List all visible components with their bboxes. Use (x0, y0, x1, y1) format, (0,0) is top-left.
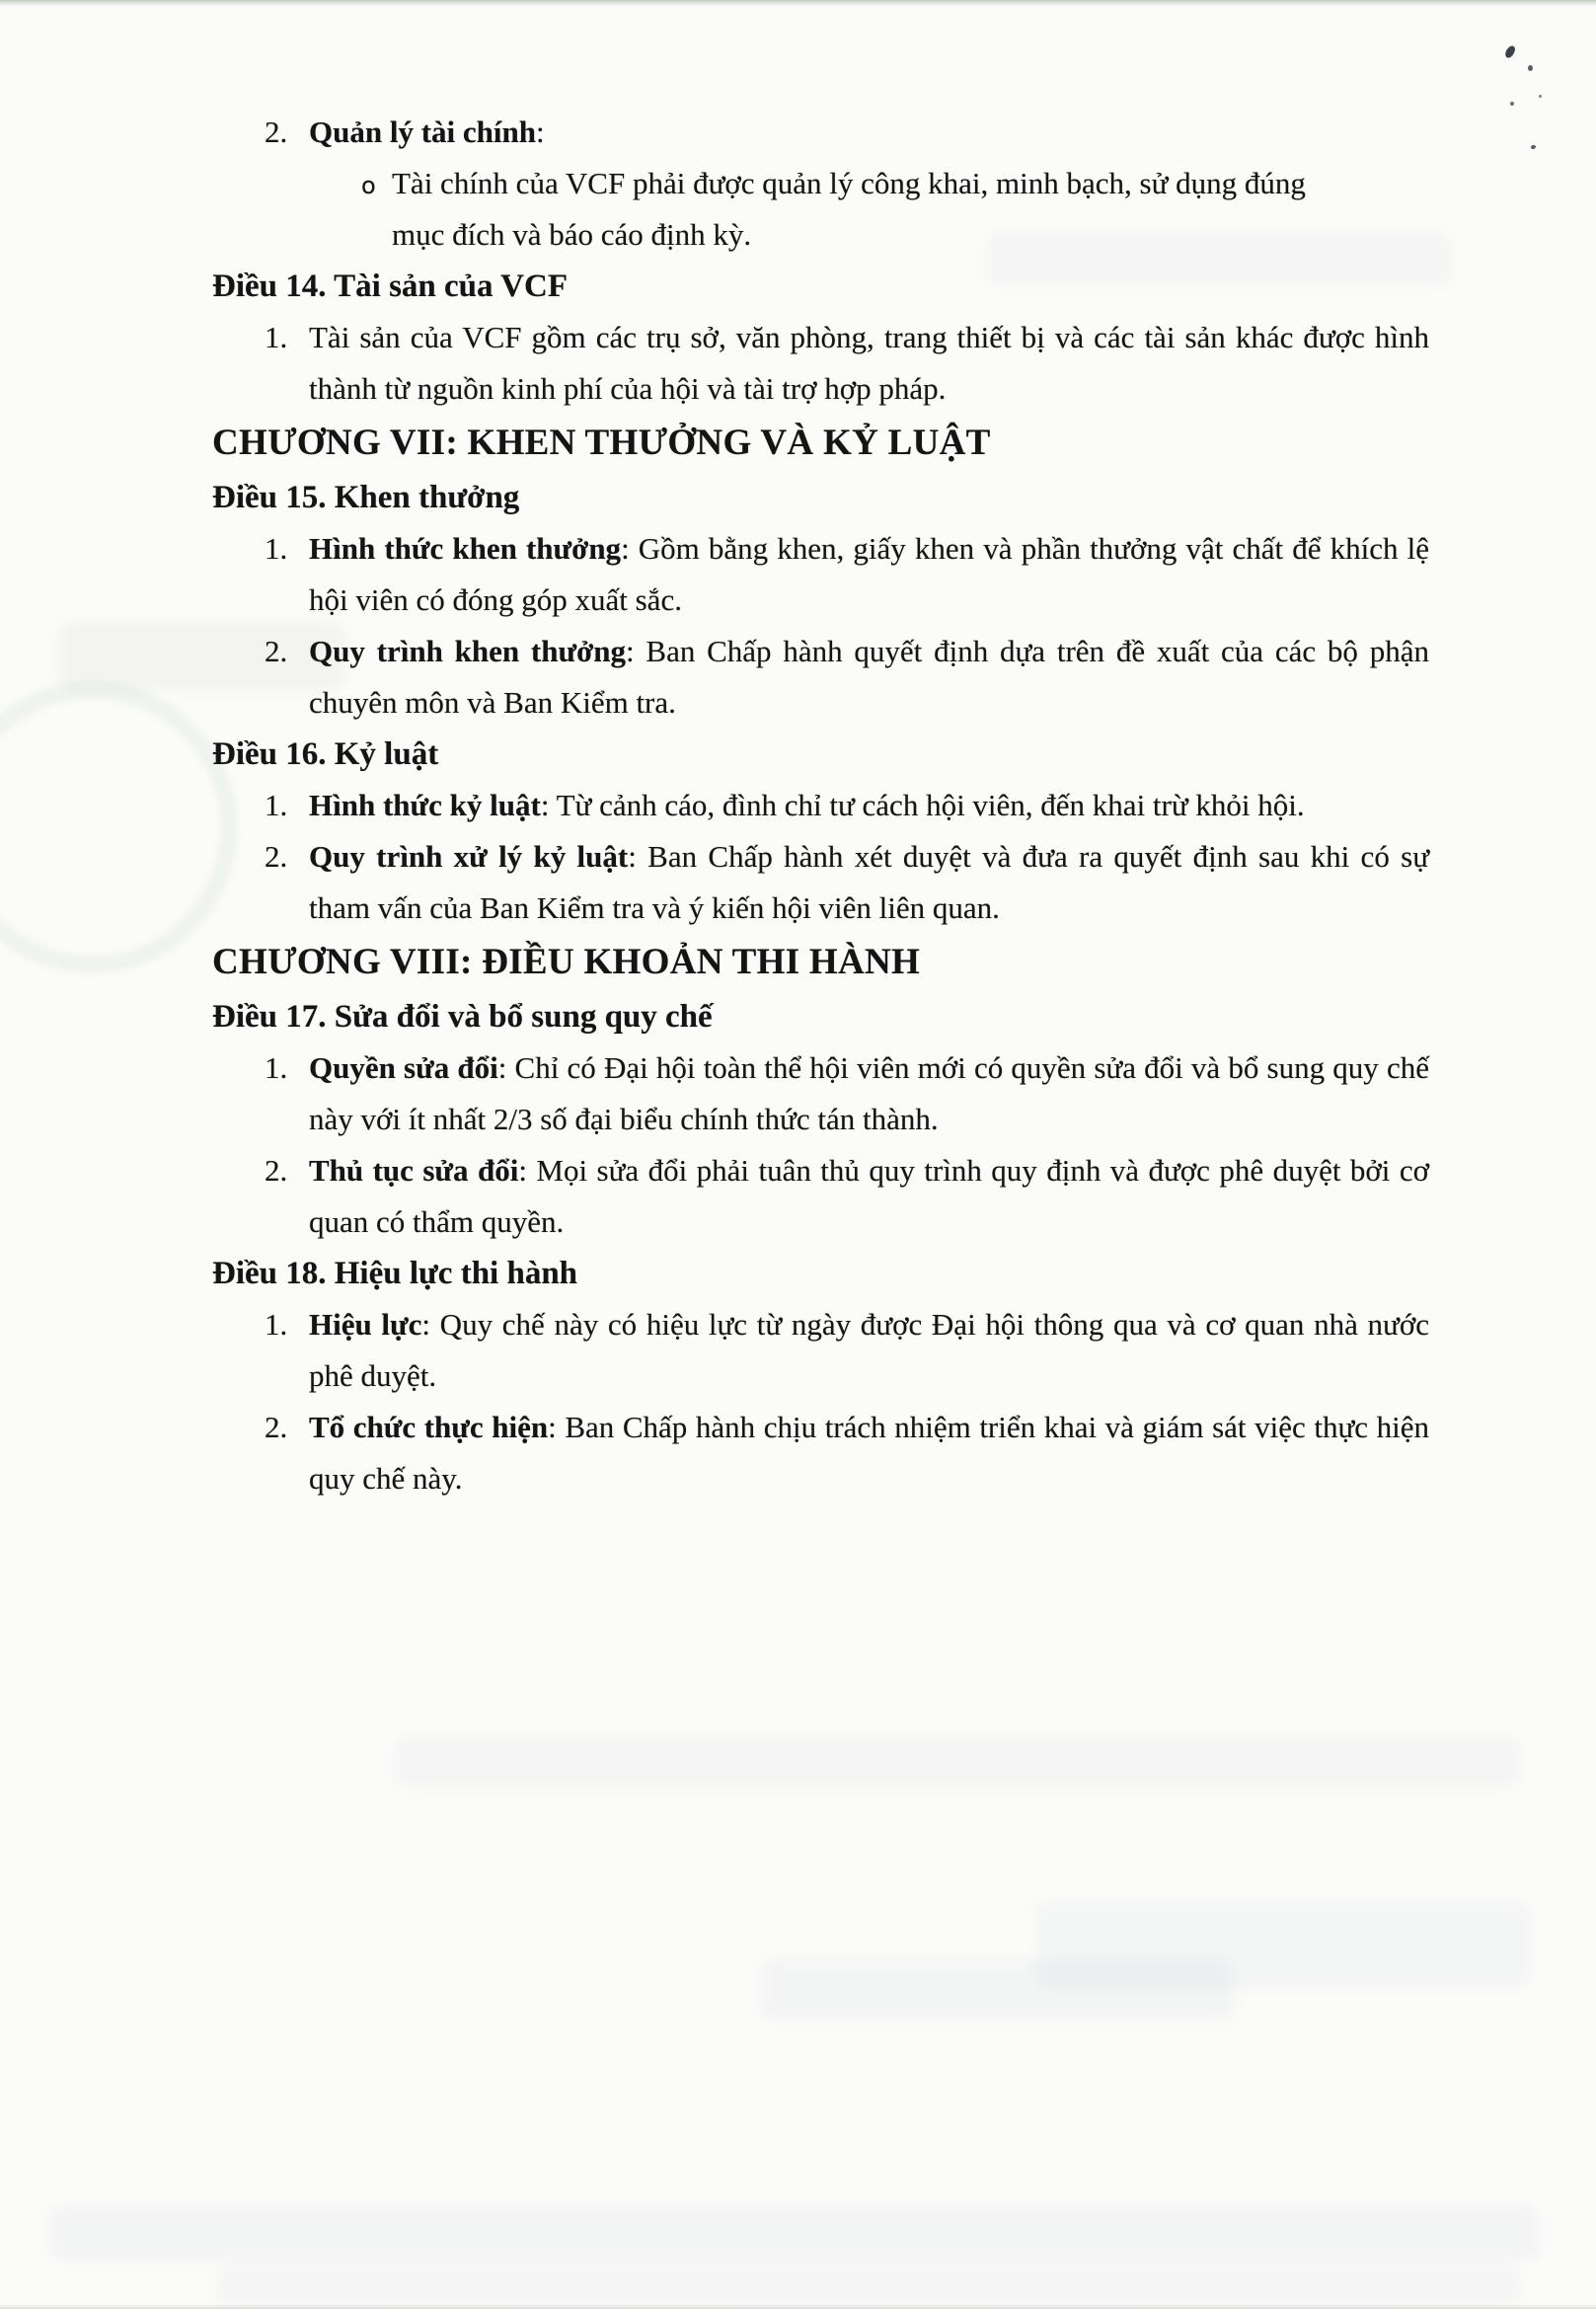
list-item-label: Hiệu lực (309, 1307, 422, 1342)
list-item-number: 2. (265, 1410, 288, 1444)
list-item-article17-2 (212, 1145, 1429, 1248)
list-item-number: 1. (265, 1050, 288, 1085)
article-15-heading: Điều 15. Khen thưởng (212, 480, 520, 515)
scan-speck (1539, 95, 1542, 98)
list-item-text: Quy trình xử lý kỷ luật: Ban Chấp hành xét duyệt và đưa ra quyết định sau khi có sự tham vấn của Ban Kiểm tra và ý kiến hội viên liên quan. (309, 839, 1429, 925)
list-item-financial-management (212, 107, 1429, 158)
bleed-through-artifact (217, 2266, 1520, 2305)
list-item-text: Hiệu lực: Quy chế này có hiệu lực từ ngày được Đại hội thông qua và cơ quan nhà nước phê duyệt. (309, 1307, 1430, 1393)
chapter-8-heading: CHƯƠNG VIII: ĐIỀU KHOẢN THI HÀNH (212, 942, 921, 982)
document-content (212, 0, 1429, 1504)
list-item-label: Quyền sửa đổi (309, 1050, 498, 1085)
list-item-text: Quyền sửa đổi: Chỉ có Đại hội toàn thể hội viên mới có quyền sửa đổi và bổ sung quy chế này với ít nhất 2/3 số đại biểu chính thức tán thành. (309, 1050, 1430, 1136)
article-14-heading: Điều 14. Tài sản của VCF (212, 269, 569, 304)
list-item-article17-1 (212, 1042, 1429, 1145)
faint-stamp-artifact (0, 681, 238, 973)
list-item-label: Quy trình khen thưởng (309, 634, 626, 668)
list-item-article18-2 (212, 1402, 1429, 1504)
list-item-text: Tài sản của VCF gồm các trụ sở, văn phòng, trang thiết bị và các tài sản khác được hình thành từ nguồn kinh phí của hội và tài trợ hợp pháp. (309, 320, 1429, 406)
article-18-heading: Điều 18. Hiệu lực thi hành (212, 1256, 578, 1291)
list-item-label: Quản lý tài chính (309, 115, 536, 149)
list-item-article16-2 (212, 831, 1429, 934)
list-item-text: Hình thức kỷ luật: Từ cảnh cáo, đình chỉ tư cách hội viên, đến khai trừ khỏi hội. (309, 788, 1305, 822)
list-item-label: Hình thức khen thưởng (309, 531, 622, 566)
list-item-number: 1. (265, 320, 288, 354)
list-item-label: Tổ chức thực hiện (309, 1410, 549, 1444)
list-item-number: 1. (265, 1307, 288, 1342)
scan-speck (1510, 102, 1514, 106)
list-item-label: Thủ tục sửa đổi (309, 1153, 519, 1188)
article-16-heading: Điều 16. Kỷ luật (212, 736, 439, 772)
list-item-text: Quy trình khen thưởng: Ban Chấp hành quyết định dựa trên đề xuất của các bộ phận chuyên môn và Ban Kiểm tra. (309, 634, 1429, 720)
list-item-number: 2. (265, 634, 288, 668)
list-item-label: Hình thức kỷ luật (309, 788, 541, 822)
list-item-text: Hình thức khen thưởng: Gồm bằng khen, giấy khen và phần thưởng vật chất để khích lệ hội viên có đóng góp xuất sắc. (309, 531, 1429, 617)
scan-speck (1531, 144, 1537, 149)
bleed-through-artifact (395, 1737, 1520, 1787)
list-item-label: Quy trình xử lý kỷ luật (309, 839, 629, 874)
circle-bullet-icon: o (361, 172, 376, 199)
bullet-item-finance-rule (212, 158, 1429, 261)
list-item-article15-1 (212, 523, 1429, 626)
list-item-colon: : (536, 115, 545, 149)
list-item-article16-1 (212, 780, 1429, 831)
bleed-through-artifact (49, 2206, 1540, 2261)
list-item-text: Tổ chức thực hiện: Ban Chấp hành chịu trách nhiệm triển khai và giám sát việc thực hiện quy chế này. (309, 1410, 1430, 1496)
list-item-number: 1. (265, 788, 288, 822)
list-item-article14-1 (212, 312, 1429, 415)
list-item-number: 2. (265, 839, 288, 874)
bullet-text: Tài chính của VCF phải được quản lý công khai, minh bạch, sử dụng đúng mục đích và báo cáo định kỳ. (392, 166, 1306, 252)
list-item-text: Thủ tục sửa đổi: Mọi sửa đổi phải tuân thủ quy trình quy định và được phê duyệt bởi cơ quan có thẩm quyền. (309, 1153, 1429, 1239)
list-item-article18-1 (212, 1299, 1429, 1402)
list-item-number: 2. (265, 1153, 288, 1188)
list-item-article15-2 (212, 626, 1429, 729)
scan-speck (1528, 65, 1533, 71)
chapter-7-heading: CHƯƠNG VII: KHEN THƯỞNG VÀ KỶ LUẬT (212, 423, 991, 463)
bleed-through-artifact (760, 1960, 1234, 2019)
article-17-heading: Điều 17. Sửa đổi và bổ sung quy chế (212, 999, 713, 1035)
scan-speck (1504, 44, 1517, 59)
list-item-text (309, 107, 1429, 158)
list-item-number: 1. (265, 531, 288, 566)
list-item-number: 2. (265, 115, 288, 149)
